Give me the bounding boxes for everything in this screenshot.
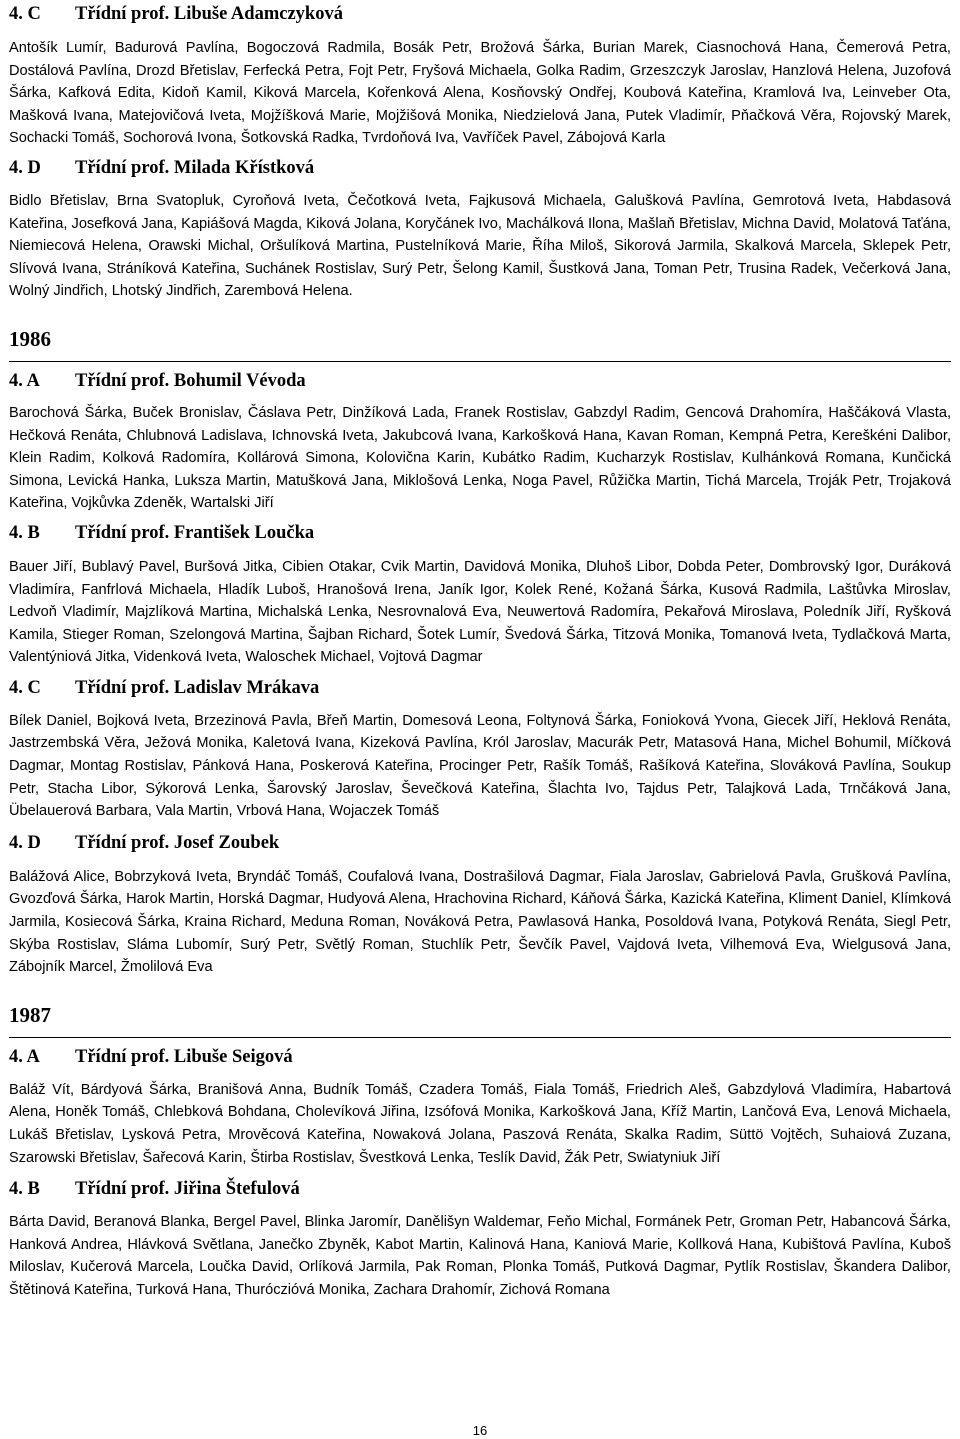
class-heading <box>9 832 951 854</box>
student-list: Bárta David, Beranová Blanka, Bergel Pavel, Blinka Jaromír, Danělišyn Waldemar, Feňo Michal, Formánek Petr, Groman Petr, Habancová Šárka, Hanková Andrea, Hlávková Světlana, Janečko Zbyněk, Kabot Martin, Kalinová Hana, Kaniová Marie, Kollková Hana, Kubištová Pavlína, Kuboš Miloslav, Kučerová Marcela, Loučka David, Orlíková Jarmila, Pak Roman, Plonka Tomáš, Putková Dagmar, Pytlík Rostislav, Škandera Dalibor, Štětinová Kateřina, Turková Hana, Thuróczióvá Monika, Zachara Drahomír, Zichová Romana <box>9 1214 951 1298</box>
class-heading <box>9 677 951 699</box>
class-section <box>9 522 951 669</box>
class-code: 4. A <box>9 370 40 391</box>
page-content <box>9 0 951 1302</box>
student-list: Baláž Vít, Bárdyová Šárka, Branišová Anna, Budník Tomáš, Czadera Tomáš, Fiala Tomáš, Friedrich Aleš, Gabzdylová Vladimíra, Habartová Alena, Honěk Tomáš, Chlebková Bohdana, Cholevíková Jiřina, Izsófová Monika, Karkošková Jana, Kříž Martin, Lančová Eva, Lenová Michaela, Lukáš Břetislav, Lysková Petra, Mrověcová Kateřina, Nowaková Jolana, Paszová Renáta, Skalka Radim, Süttö Vojtěch, Suhaiová Zuzana, Szarowski Břetislav, Šařecová Karin, Štirba Rostislav, Švestková Lenka, Teslík David, Žák Petr, Swiatyniuk Jiří <box>9 1081 951 1166</box>
year-heading: 1986 <box>9 326 951 362</box>
class-code: 4. B <box>9 1179 40 1200</box>
class-section <box>9 1178 951 1301</box>
class-teacher: Třídní prof. Libuše Seigová <box>75 1046 293 1067</box>
class-teacher: Třídní prof. Libuše Adamczyková <box>75 4 343 24</box>
class-teacher: Třídní prof. Bohumil Vévoda <box>75 370 306 391</box>
class-heading <box>9 1046 951 1068</box>
student-list: Bidlo Břetislav, Brna Svatopluk, Cyroňová Iveta, Čečotková Iveta, Fajkusová Michaela, Galušková Pavlína, Gemrotová Iveta, Habdasová Kateřina, Josefková Jana, Kapiášová Magda, Kiková Jolana, Koryčánek Ivo, Machálková Ilona, Mašlaň Břetislav, Michna David, Molatová Taťána, Niemiecová Helena, Orawski Michal, Oršulíková Martina, Pustelníková Marie, Říha Miloš, Sikorová Jarmila, Skalková Marcela, Sklepek Petr, Slívová Ivana, Stráníková Kateřina, Suchánek Rostislav, Surý Petr, Šelong Kamil, Šustková Jana, Toman Petr, Trusina Radek, Večerková Jana, Wolný Jindřich, Lhotský Jindřich, Zarembová Helena. <box>9 192 951 300</box>
class-code: 4. C <box>9 677 41 698</box>
class-teacher: Třídní prof. Ladislav Mrákava <box>75 677 320 698</box>
student-list: Bílek Daniel, Bojková Iveta, Brzezinová Pavla, Břeň Martin, Domesová Leona, Foltynová Šárka, Fonioková Yvona, Giecek Jiří, Heklová Renáta, Jastrzembská Věra, Ježová Monika, Kaletová Ivana, Kizeková Pavlína, Król Jaroslav, Macurák Petr, Matasová Hana, Michel Bohumil, Míčková Dagmar, Montag Rostislav, Pánková Hana, Poskerová Kateřina, Procinger Petr, Rašík Tomáš, Rašíková Kateřina, Slováková Pavlína, Soukup Petr, Stacha Libor, Sýkorová Lenka, Šarovský Jaroslav, Ševečková Kateřina, Šlachta Ivo, Tajdus Petr, Talajková Lada, Trnčáková Jana, Übelauerová Barbara, Vala Martin, Vrbová Hana, Wojaczek Tomáš <box>9 712 951 820</box>
student-list: Barochová Šárka, Buček Bronislav, Čáslava Petr, Dinžíková Lada, Franek Rostislav, Gabzdyl Radim, Gencová Drahomíra, Haščáková Vlasta, Hečková Renáta, Chlubnová Ladislava, Ichnovská Iveta, Jakubcová Ivana, Karkošková Hana, Kavan Roman, Kempná Petra, Kereškéni Dalibor, Klein Radim, Kolková Radomíra, Kollárová Simona, Kolovična Karin, Kubátko Radim, Kucharzyk Rostislav, Kulhánková Romana, Kunčická Simona, Levická Hanka, Luksza Martin, Matušková Jana, Miklošová Lenka, Noga Pavel, Růžička Martin, Tichá Marcela, Troják Petr, Trojaková Kateřina, Vojkůvka Zdeněk, Wartalski Jiří <box>9 404 951 512</box>
class-section <box>9 370 951 515</box>
class-teacher: Třídní prof. František Loučka <box>75 522 315 543</box>
class-teacher: Třídní prof. Josef Zoubek <box>75 832 280 853</box>
class-section <box>9 157 951 303</box>
class-section <box>9 3 951 150</box>
class-heading <box>9 157 951 179</box>
class-code: 4. D <box>9 157 41 178</box>
class-code: 4. C <box>9 4 41 24</box>
year-heading: 1987 <box>9 1002 951 1038</box>
student-list: Antošík Lumír, Badurová Pavlína, Bogoczová Radmila, Bosák Petr, Brožová Šárka, Burian Marek, Ciasnochová Hana, Čemerová Petra, Dostálová Pavlína, Drozd Břetislav, Ferfecká Petra, Fojt Petr, Fryšová Michaela, Golka Radim, Grzeszczyk Jaroslav, Hanzlová Helena, Juzofová Šárka, Kafková Edita, Kidoň Kamil, Kiková Marcela, Kořenková Alena, Kosňovský Ondřej, Koubová Kateřina, Kramlová Iva, Leinveber Ota, Mašková Ivana, Matejovičová Iveta, Mojžíšková Marie, Mojžišová Monika, Niedzielová Jana, Putek Vladimír, Pňačková Věra, Rojovský Marek, Sochacki Tomáš, Sochorová Ivona, Šotkovská Radka, Tvrdoňová Iva, Vavříček Pavel, Zábojová Karla <box>9 40 951 147</box>
class-teacher: Třídní prof. Jiřina Štefulová <box>75 1179 300 1200</box>
class-code: 4. B <box>9 522 40 543</box>
class-heading <box>9 3 951 25</box>
class-code: 4. A <box>9 1046 40 1067</box>
class-teacher: Třídní prof. Milada Křístková <box>75 157 315 178</box>
class-section <box>9 1046 951 1169</box>
class-heading <box>9 370 951 392</box>
class-code: 4. D <box>9 832 41 853</box>
class-heading <box>9 1178 951 1200</box>
student-list: Bauer Jiří, Bublavý Pavel, Buršová Jitka, Cibien Otakar, Cvik Martin, Davidová Monika, Dluhoš Libor, Dobda Peter, Dombrovský Igor, Duráková Vladimíra, Fanfrlová Michaela, Hladík Luboš, Hranošová Irena, Janík Igor, Kolek René, Kožaná Šárka, Kusová Radmila, Laštůvka Miroslav, Ledvoň Vladimír, Majzlíková Martina, Michalská Lenka, Nesrovnalová Eva, Neuwertová Radomíra, Pekařová Miroslava, Poledník Jiří, Ryšková Kamila, Stieger Roman, Szelongová Martina, Šajban Richard, Šotek Lumír, Švedová Šárka, Titzová Monika, Tomanová Iveta, Tydlačková Marta, Valentýniová Jitka, Videnková Iveta, Waloschek Michael, Vojtová Dagmar <box>9 558 951 666</box>
student-list: Balážová Alice, Bobrzyková Iveta, Bryndáč Tomáš, Coufalová Ivana, Dostrašilová Dagmar, Fiala Jaroslav, Gabrielová Pavla, Grušková Pavlína, Gvozďová Šárka, Harok Martin, Horská Dagmar, Hudyová Alena, Hrachovina Richard, Káňová Šárka, Kazická Kateřina, Kliment Daniel, Klímková Jarmila, Kosiecová Šárka, Kraina Richard, Meduna Roman, Nováková Petra, Pawlasová Hanka, Posoldová Ivana, Potyková Renáta, Siegl Petr, Skýba Rostislav, Sláma Lubomír, Surý Petr, Světlý Roman, Stuchlík Petr, Ševčík Pavel, Vajdová Iveta, Vilhemová Eva, Wielgusová Jana, Zábojník Marcel, Žmolilová Eva <box>9 868 951 976</box>
class-heading <box>9 522 951 544</box>
page-number: 16 <box>472 1423 488 1438</box>
class-section <box>9 832 951 979</box>
class-section <box>9 677 951 823</box>
